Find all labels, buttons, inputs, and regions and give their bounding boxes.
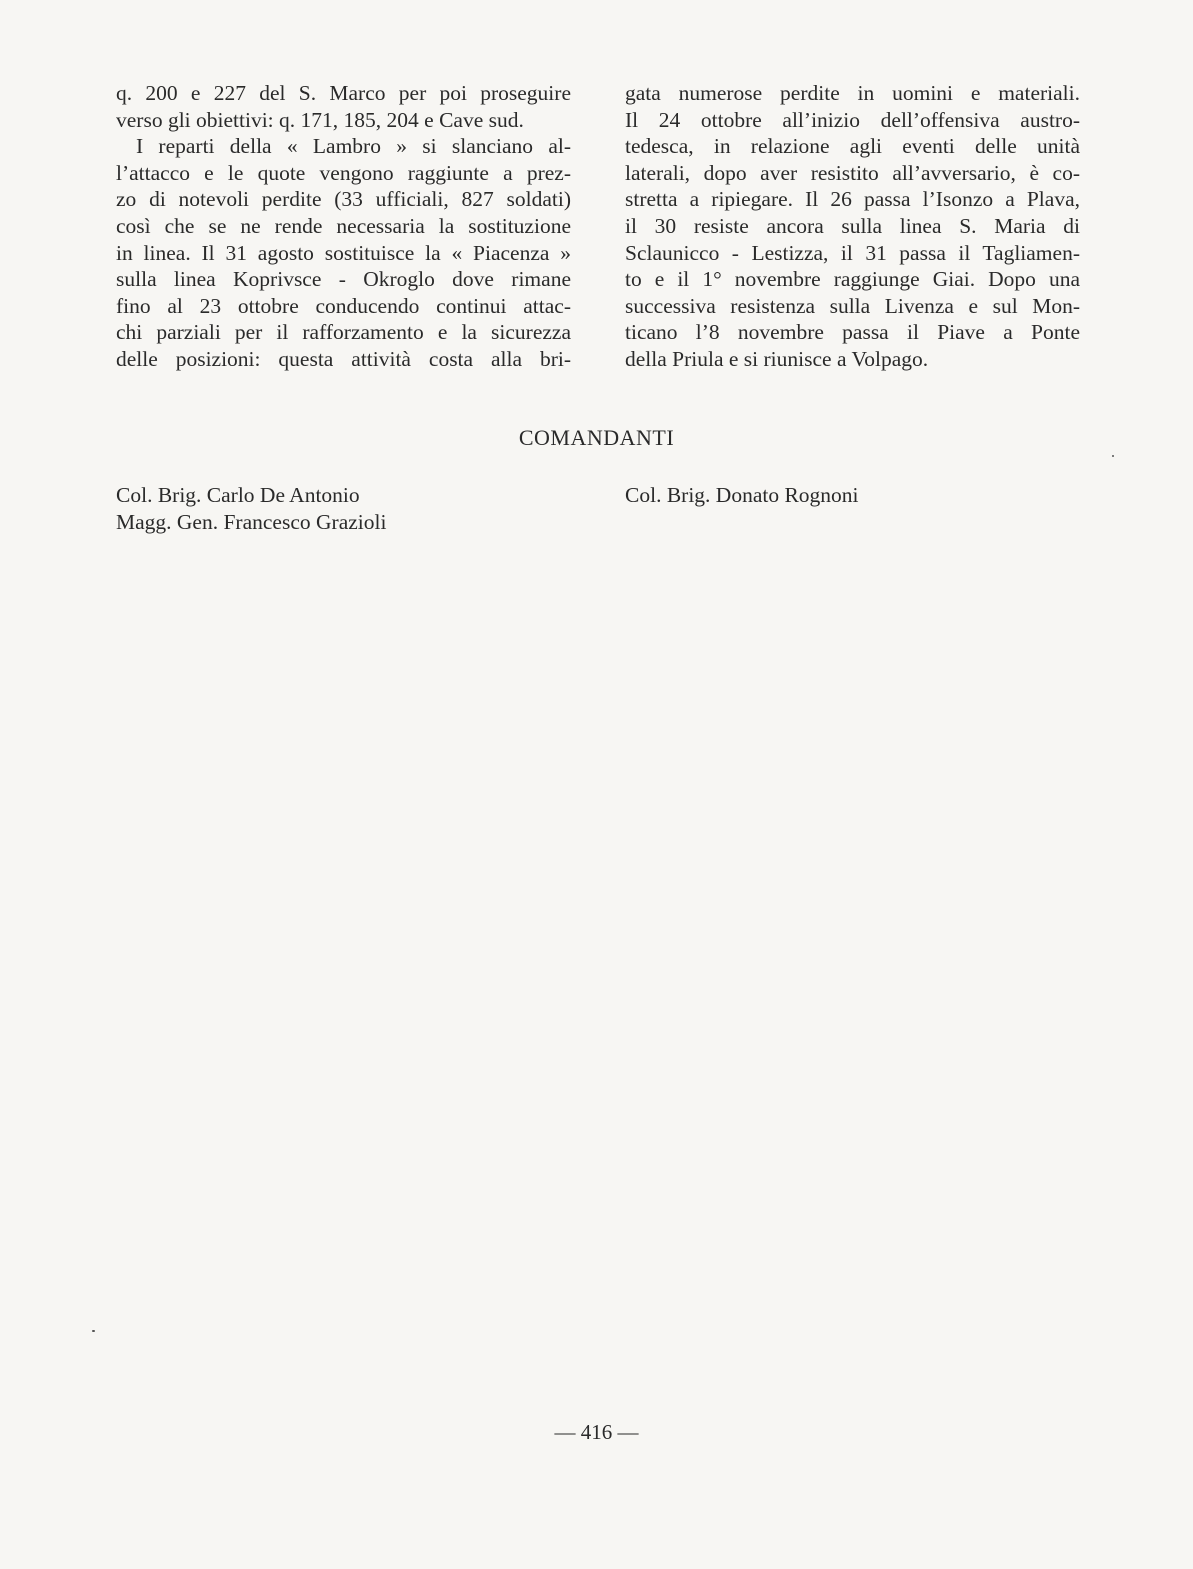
text-line: delle posizioni: questa attività costa alla bri- (116, 346, 571, 371)
text-line: sulla linea Koprivsce - Okroglo dove rimane (116, 267, 571, 292)
text-line: q. 200 e 227 del S. Marco per poi proseguire (116, 81, 571, 105)
scan-speck (1112, 455, 1114, 457)
text-line: fino al 23 ottobre conducendo continui attac- (116, 293, 571, 318)
text-line: il 30 resiste ancora sulla linea S. Maria di (625, 213, 1080, 238)
page-number: — 416 — (554, 1420, 639, 1444)
text-line: to e il 1° novembre raggiunge Giai. Dopo una (625, 267, 1080, 292)
commanders-right (625, 482, 859, 509)
text-line: della Priula e si riunisce a Volpago. (625, 346, 929, 371)
text-line: l’attacco e le quote vengono raggiunte a prez- (116, 160, 571, 185)
commander-name: Col. Brig. Carlo De Antonio (116, 483, 360, 507)
text-line: zo di notevoli perdite (33 ufficiali, 827 soldati) (116, 187, 571, 212)
text-line: Sclaunicco - Lestizza, il 31 passa il Tagliamen- (625, 240, 1080, 265)
text-line: laterali, dopo aver resistito all’avversario, è co- (625, 160, 1080, 185)
left-text-column (116, 80, 571, 373)
commander-name: Magg. Gen. Francesco Grazioli (116, 509, 387, 534)
text-line: tedesca, in relazione agli eventi delle unità (625, 134, 1080, 159)
section-heading: COMANDANTI (518, 425, 675, 450)
text-line: chi parziali per il rafforzamento e la sicurezza (116, 320, 571, 345)
text-line: verso gli obiettivi: q. 171, 185, 204 e Cave sud. (116, 107, 524, 132)
scan-speck (92, 1330, 95, 1332)
text-line: stretta a ripiegare. Il 26 passa l’Isonzo a Plava, (625, 187, 1080, 212)
right-text-column (625, 80, 1080, 373)
text-line: I reparti della « Lambro » si slanciano al- (136, 134, 571, 159)
text-line: così che se ne rende necessaria la sostituzione (116, 213, 571, 238)
commander-name: Col. Brig. Donato Rognoni (625, 483, 859, 507)
text-line: successiva resistenza sulla Livenza e sul Mon- (625, 293, 1080, 318)
text-line: in linea. Il 31 agosto sostituisce la « Piacenza » (116, 240, 571, 265)
text-line: gata numerose perdite in uomini e materiali. (625, 81, 1080, 105)
text-line: ticano l’8 novembre passa il Piave a Ponte (625, 320, 1080, 345)
commanders-left (116, 482, 386, 535)
text-line: Il 24 ottobre all’inizio dell’offensiva austro- (625, 107, 1080, 132)
